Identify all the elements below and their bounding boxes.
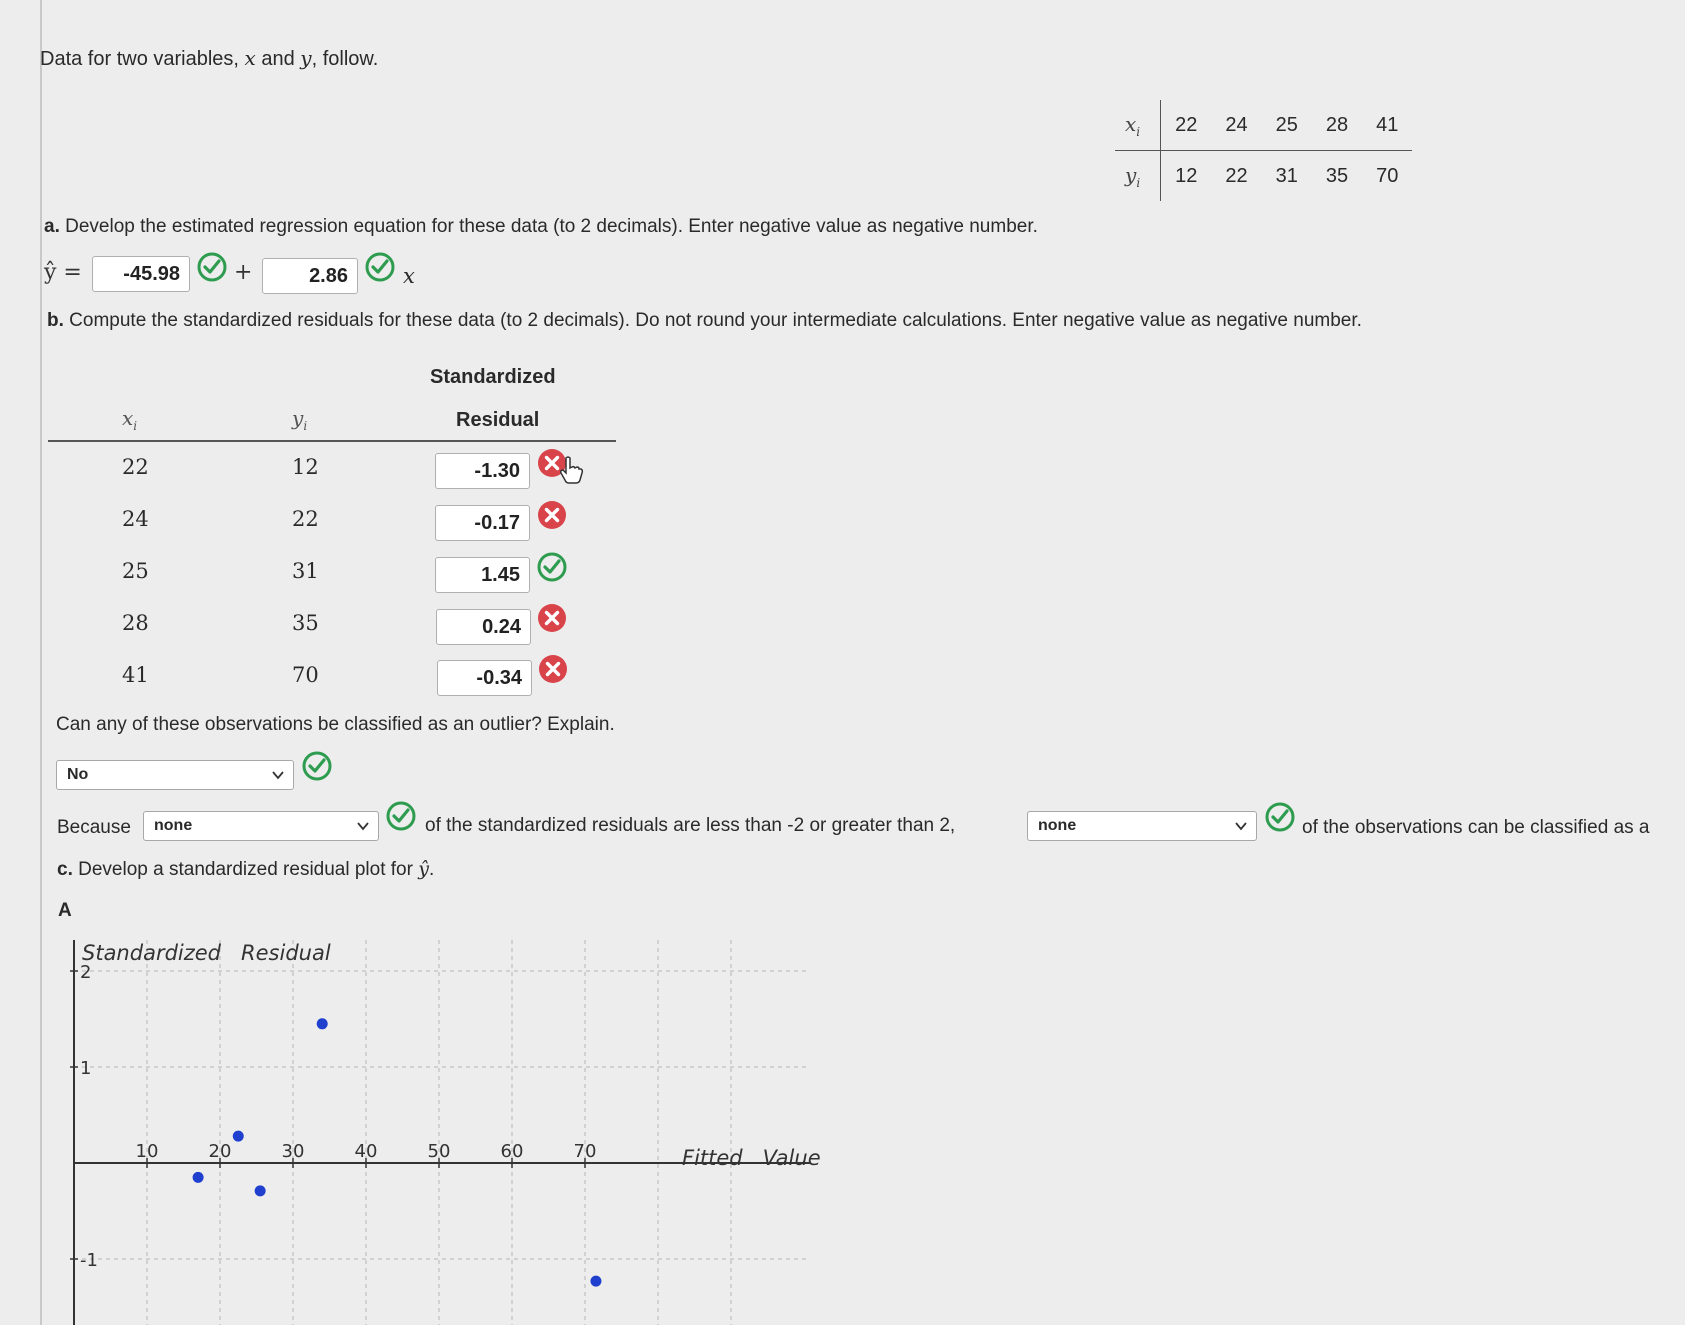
data-point: [590, 1276, 601, 1287]
check-icon: [302, 751, 332, 781]
row-y: 22: [292, 507, 319, 531]
residual-header: Residual: [456, 409, 540, 431]
x-tick-label: 50: [427, 1141, 451, 1162]
residual-input[interactable]: -0.17: [435, 505, 530, 541]
because-end-text: of the observations can be classified as a: [1302, 817, 1650, 838]
x-value: 28: [1312, 100, 1362, 151]
yhat-label: ŷ =: [44, 260, 82, 285]
hand-cursor-icon: [558, 456, 584, 484]
x-value: 24: [1211, 100, 1261, 151]
page-left-border: [40, 0, 42, 1325]
option-a-label[interactable]: A: [58, 900, 72, 921]
col-x-header: $x_i$: [122, 406, 138, 433]
data-point: [193, 1172, 204, 1183]
y-row-header: $y_i$: [1115, 151, 1161, 202]
table-divider: [48, 440, 616, 442]
because-label: Because: [57, 817, 131, 838]
y-tick-label: 1: [80, 1058, 92, 1079]
count-select-value: none: [154, 817, 193, 834]
check-icon: [537, 552, 567, 582]
data-point: [317, 1018, 328, 1029]
row-y: 70: [292, 663, 319, 687]
part-a-question: a. Develop the estimated regression equation for these data (to 2 decimals). Enter negative value as negative number.: [44, 216, 1038, 237]
slope-input[interactable]: 2.86: [262, 258, 358, 294]
y-tick-label: -1: [80, 1250, 98, 1271]
y-value: 31: [1275, 164, 1298, 187]
outlier-select[interactable]: [56, 760, 294, 790]
x-axis-label: Fitted Value: [682, 1146, 821, 1170]
x-tick-label: 70: [573, 1141, 597, 1162]
intercept-input[interactable]: -45.98: [92, 256, 190, 292]
residual-plot-chart: [70, 935, 830, 1325]
incorrect-x-icon: [537, 603, 567, 633]
row-y: 12: [292, 455, 319, 479]
data-table-x-row: [1115, 100, 1412, 151]
data-table: [1115, 100, 1412, 201]
plus-sign: +: [234, 260, 253, 285]
col-y-header: $y_i$: [292, 406, 308, 433]
incorrect-x-icon: [537, 500, 567, 530]
row-x: 28: [122, 611, 149, 635]
chevron-down-icon: [271, 768, 285, 782]
data-point: [255, 1185, 266, 1196]
check-icon: [197, 252, 227, 282]
x-tick-label: 60: [500, 1141, 524, 1162]
x-tick-label: 10: [135, 1141, 159, 1162]
because-mid-text: of the standardized residuals are less than -2 or greater than 2,: [425, 815, 956, 836]
residual-input[interactable]: -0.34: [437, 660, 532, 696]
part-b-question: b. Compute the standardized residuals for these data (to 2 decimals). Do not round your intermediate calculations. Enter negative value as negative number.: [47, 310, 1362, 331]
data-table-y-row: [1115, 151, 1412, 202]
incorrect-x-icon: [538, 654, 568, 684]
data-point: [233, 1131, 244, 1142]
y-value: 70: [1376, 164, 1399, 187]
intro-text: Data for two variables, x and y, follow.: [40, 46, 379, 70]
observations-select-value: none: [1038, 817, 1077, 834]
x-value: 41: [1362, 100, 1412, 151]
x-variable: x: [403, 264, 415, 288]
row-y: 35: [292, 611, 319, 635]
outlier-select-value: No: [67, 766, 89, 783]
residual-input[interactable]: 1.45: [435, 557, 530, 593]
residual-input[interactable]: 0.24: [436, 609, 531, 645]
x-tick-label: 40: [354, 1141, 378, 1162]
check-icon: [365, 252, 395, 282]
x-tick-label: 30: [281, 1141, 305, 1162]
count-select[interactable]: [143, 811, 379, 841]
residual-header-top: Standardized: [430, 366, 556, 388]
x-tick-label: 20: [208, 1141, 232, 1162]
row-y: 31: [292, 559, 319, 583]
y-value: 35: [1325, 164, 1349, 187]
x-row-header: $x_i$: [1115, 100, 1161, 151]
outlier-question: Can any of these observations be classified as an outlier? Explain.: [56, 714, 615, 735]
check-icon: [1265, 802, 1295, 832]
y-value: 12: [1175, 164, 1198, 187]
row-x: 24: [122, 507, 149, 531]
y-tick-label: 2: [80, 962, 92, 983]
y-value: 22: [1225, 164, 1248, 187]
chevron-down-icon: [1234, 819, 1248, 833]
row-x: 41: [122, 663, 149, 687]
chevron-down-icon: [356, 819, 370, 833]
x-value: 25: [1262, 100, 1312, 151]
row-x: 22: [122, 455, 149, 479]
observations-select[interactable]: [1027, 811, 1257, 841]
part-c-question: c. Develop a standardized residual plot for ŷ.: [57, 858, 435, 880]
check-icon: [386, 801, 416, 831]
row-x: 25: [122, 559, 149, 583]
y-axis-label: Standardized Residual: [82, 941, 331, 965]
x-value: 22: [1161, 100, 1212, 151]
residual-input[interactable]: -1.30: [435, 453, 530, 489]
